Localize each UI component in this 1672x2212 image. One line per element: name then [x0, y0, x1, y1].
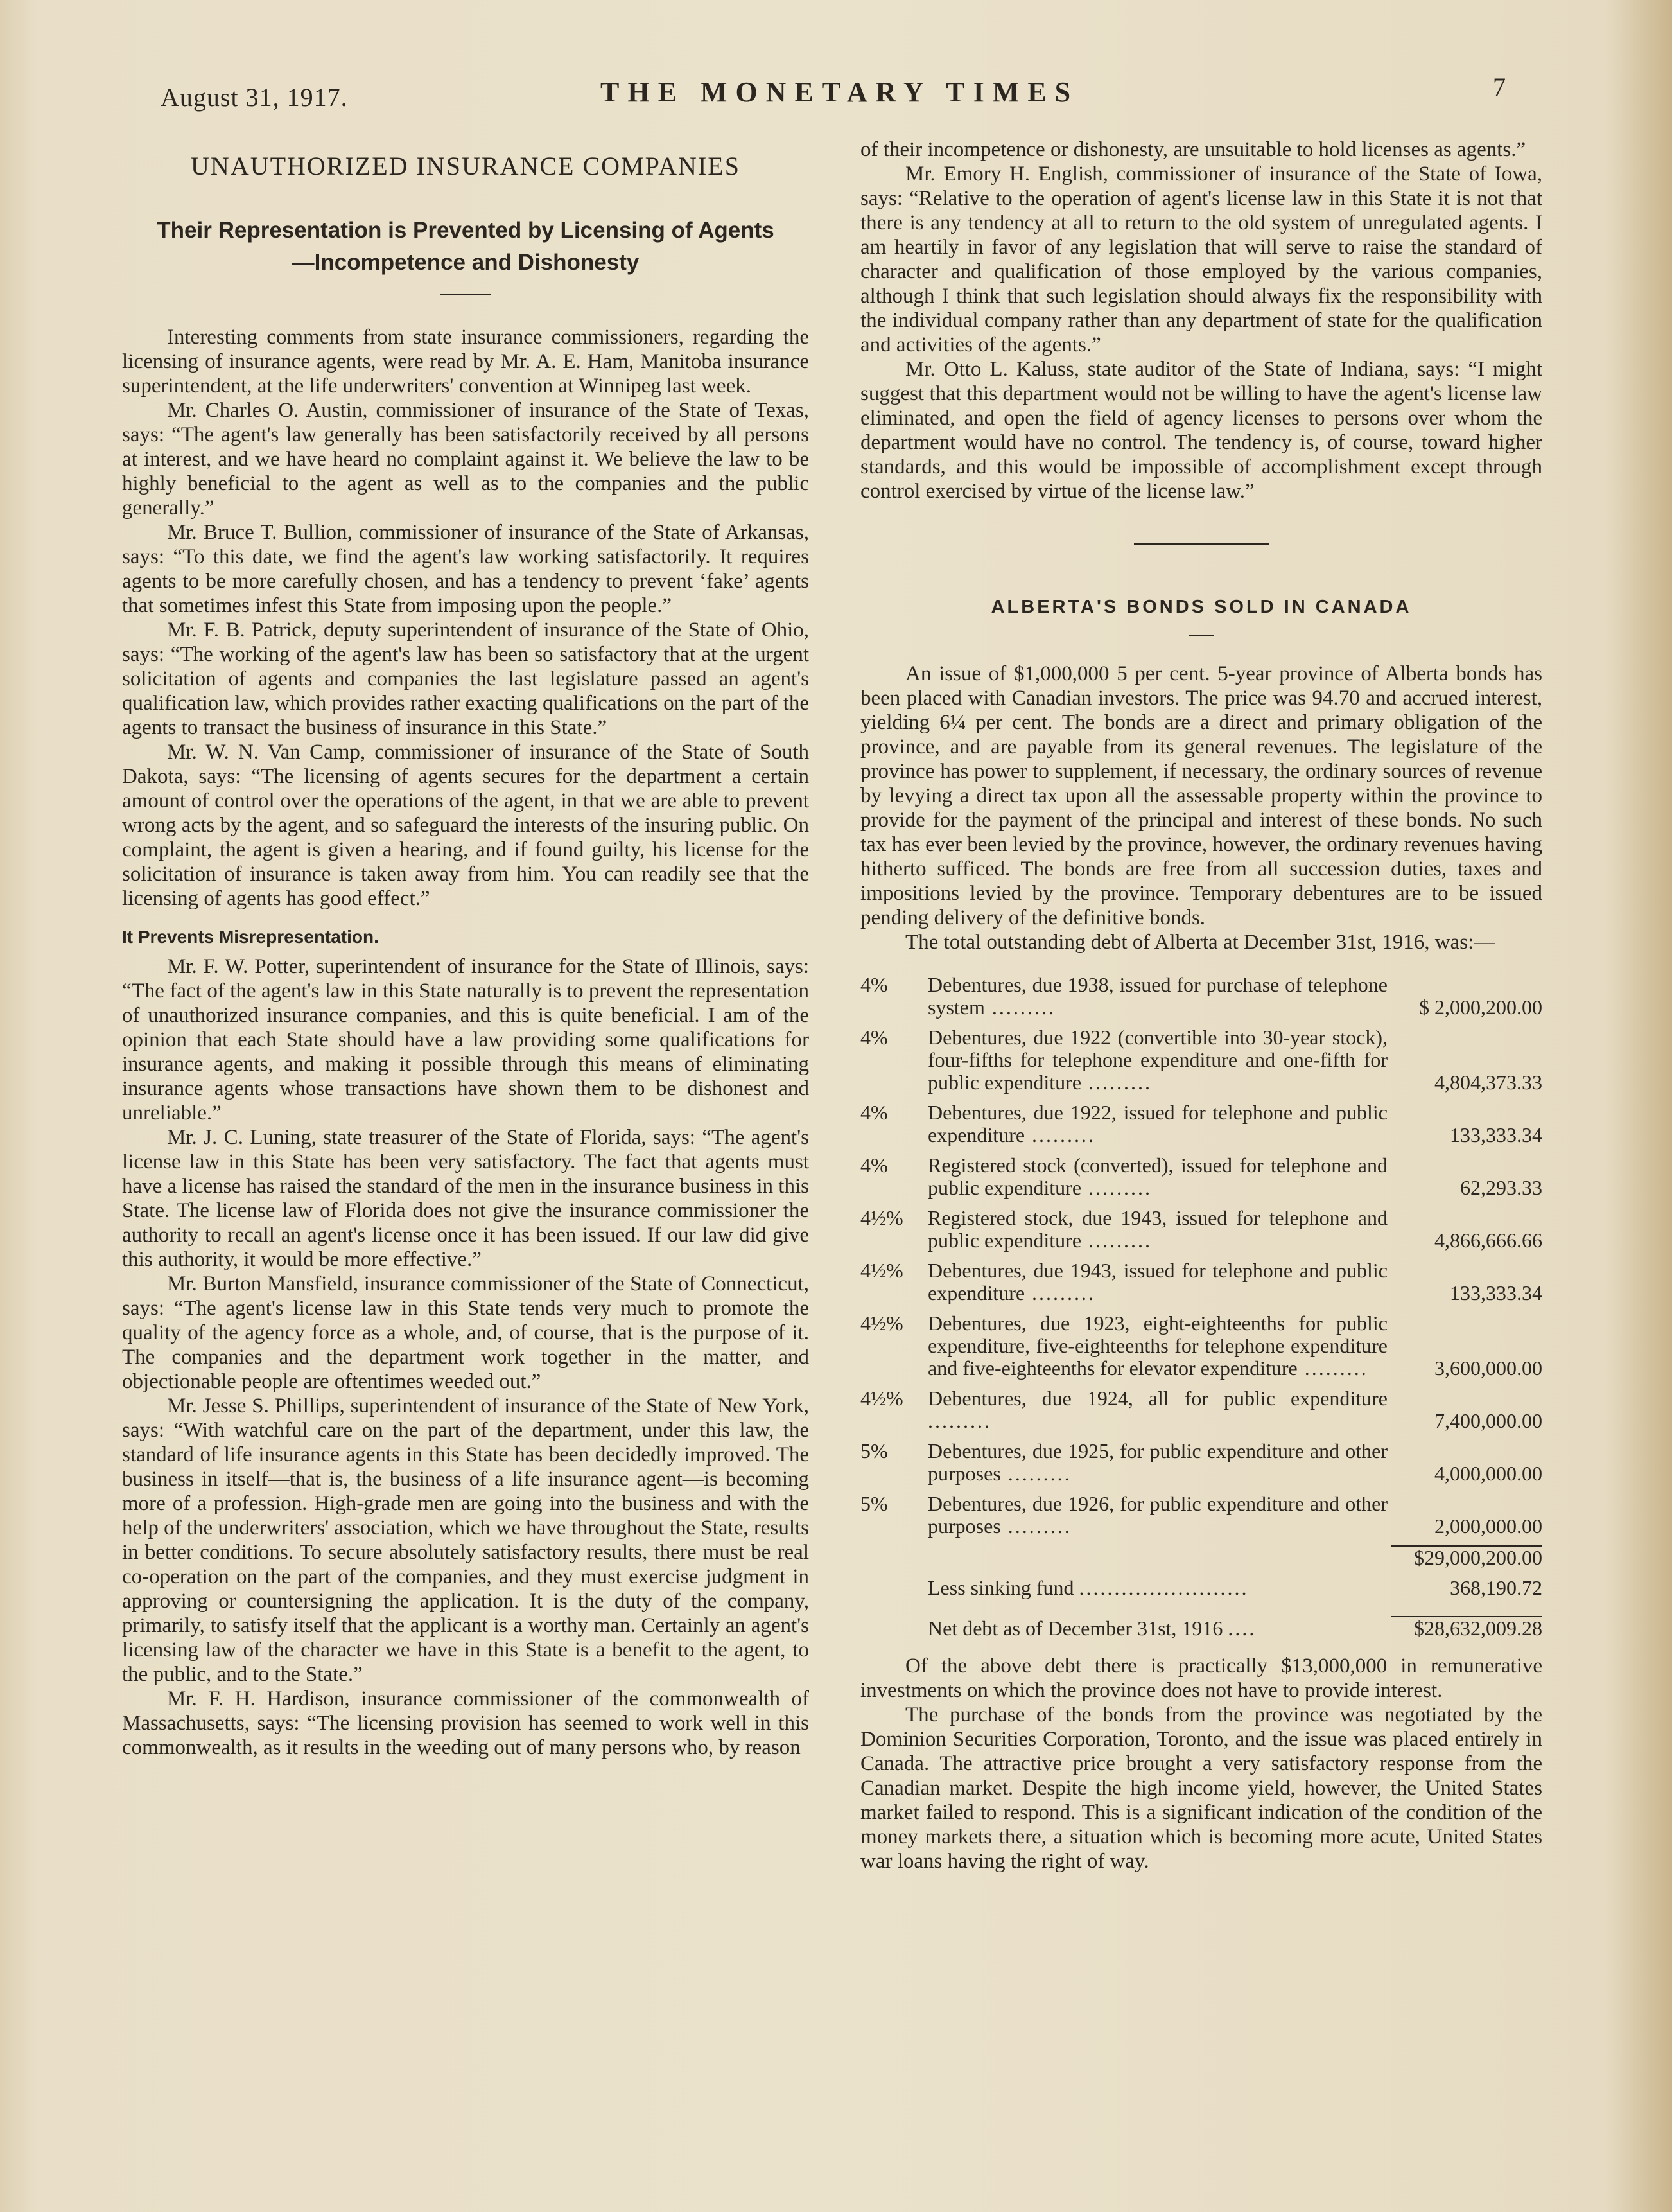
- debt-description-text: Debentures, due 1943, issued for telephone and public expenditure: [928, 1259, 1388, 1304]
- debt-row: [860, 1440, 1542, 1493]
- debt-rate: 4%: [860, 1101, 888, 1124]
- debt-rate: 5%: [860, 1492, 888, 1515]
- leader-dots: .........: [1000, 1462, 1072, 1485]
- debt-amount: 2,000,000.00: [1434, 1514, 1542, 1538]
- debt-rate: 4½%: [860, 1312, 903, 1335]
- debt-rate: 4%: [860, 973, 888, 996]
- sinking-fund-label: Less sinking fund: [928, 1576, 1074, 1599]
- paragraph: The total outstanding debt of Alberta at December 31st, 1916, was:—: [905, 931, 1495, 954]
- debt-rate: 4%: [860, 1154, 888, 1177]
- paragraph: Mr. W. N. Van Camp, commissioner of insurance of the State of South Dakota, says: “The licensing of agents secures for the department a certain amount of control over the operations of the agent, in that we are able to prevent wrong acts by the agent, and so safeguard the interests of the insuring public. On complaint, the agent is given a hearing, and if found guilty, his license for the solicitation of insurance is taken away from him. You can readily see that the licensing of agents has good effect.”: [122, 741, 809, 910]
- sinking-fund-row: Less sinking fund ........................ 368,190.72: [860, 1577, 1542, 1607]
- leader-dots: .........: [1081, 1176, 1153, 1199]
- debt-rate: 4½%: [860, 1206, 903, 1229]
- paragraph: Mr. Charles O. Austin, commissioner of insurance of the State of Texas, says: “The agent's law generally has been satisfactorily received by all persons at interest, and we have heard no complaint against it. We believe the law to be highly beneficial to the agent as well as to the companies and the public generally.”: [122, 399, 809, 520]
- section-heading: It Prevents Misrepresentation.: [122, 927, 379, 947]
- paragraph: Mr. F. W. Potter, superintendent of insurance for the State of Illinois, says: “The fact of the agent's law in this State naturally is to prevent the representation of unauthorized insurance companies, and this is quite beneficial. I am of the opinion that each State should have a law providing some qualifications for insurance agents, and making it possible through this means of eliminating insurance agents whose transactions have shown them to be dishonest and unreliable.”: [122, 955, 809, 1125]
- debt-amount: 62,293.33: [1460, 1176, 1542, 1199]
- gross-total-row: [860, 1545, 1542, 1577]
- paragraph-continued: of their incompetence or dishonesty, are unsuitable to hold licenses as agents.”: [860, 138, 1526, 161]
- debt-row: [860, 1387, 1542, 1440]
- debt-row: [860, 1154, 1542, 1207]
- debt-description: [928, 1260, 1391, 1312]
- paragraph: Mr. Jesse S. Phillips, superintendent of insurance of the State of New York, says: “With watchful care on the part of the department, under this law, the standard of life insurance agents in this State has been decidedly improved. The business in itself—that is, the business of a life insurance agent—is becoming more of a profession. High-grade men are going into the business and with the help of the underwriters' association, which we have throughout the State, results in better conditions. To secure absolutely satisfactory results, there must be real co-operation on the part of the companies, and they must exercise judgment in approving or countersigning the application. It is the duty of the company, primarily, to satisfy itself that the applicant is a worthy man. Certainly an agent's licensing law of the character we have in this State is a benefit to the agent, to the public, and to the State.”: [122, 1394, 809, 1686]
- leader-dots: .........: [1081, 1229, 1153, 1252]
- sinking-fund-amount: 368,190.72: [1450, 1576, 1542, 1599]
- gross-total: $29,000,200.00: [1391, 1545, 1542, 1569]
- masthead-title: THE MONETARY TIMES: [600, 76, 1079, 108]
- leader-dots: .........: [1081, 1071, 1153, 1094]
- article-title: ALBERTA'S BONDS SOLD IN CANADA: [991, 597, 1412, 617]
- paragraph: Mr. Otto L. Kaluss, state auditor of the State of Indiana, says: “I might suggest that this department would not be willing to have the agent's license law eliminated, and open the field of agency licenses to persons over whom the department would have no control. The tendency is, of course, toward higher standards, and this would be impossible of accomplishment except through control exercised by virtue of the license law.”: [860, 358, 1542, 503]
- debt-description-text: Registered stock, due 1943, issued for telephone and public expenditure: [928, 1206, 1388, 1252]
- paragraph: Mr. J. C. Luning, state treasurer of the State of Florida, says: “The agent's license law in this State has been very satisfactory. The fact that agents must have a license has raised the standard of the men in the insurance business in this State. The license law of Florida does not give the insurance commissioner the authority to recall an agent's license once it has been issued. If our law did give this authority, it would be more effective.”: [122, 1126, 809, 1271]
- leader-dots: .........: [984, 996, 1056, 1019]
- paragraph: Interesting comments from state insurance commissioners, regarding the licensing of insurance agents, were read by Mr. A. E. Ham, Manitoba insurance superintendent, at the life underwriters' convention at Winnipeg last week.: [122, 326, 809, 398]
- debt-description: [928, 1154, 1391, 1207]
- left-column: [122, 154, 809, 1760]
- debt-description-text: Debentures, due 1923, eight-eighteenths for public expenditure, five-eighteenths for telephone expenditure and five-eighteenths for elevator expenditure: [928, 1312, 1388, 1380]
- debt-description: [928, 1312, 1391, 1387]
- divider-rule: [440, 294, 491, 295]
- debt-amount: 4,000,000.00: [1434, 1462, 1542, 1485]
- debt-amount: 3,600,000.00: [1434, 1356, 1542, 1380]
- debt-description: [928, 1102, 1391, 1154]
- debt-description: [928, 974, 1391, 1026]
- debt-row: [860, 1026, 1542, 1102]
- leader-dots: .........: [1297, 1356, 1368, 1380]
- debt-rate: 5%: [860, 1439, 888, 1462]
- paragraph: Of the above debt there is practically $13,000,000 in remunerative investments on which the province does not have to provide interest.: [860, 1655, 1542, 1702]
- leader-dots: .........: [1000, 1514, 1072, 1538]
- article-subtitle-line1: Their Representation is Prevented by Licensing of Agents: [157, 218, 774, 243]
- debt-row: [860, 1207, 1542, 1260]
- net-debt-row: Net debt as of December 31st, 1916 .... $28,632,009.28: [928, 1617, 1542, 1640]
- debt-rate: 4½%: [860, 1259, 903, 1282]
- debt-description-text: Debentures, due 1938, issued for purchase of telephone system: [928, 973, 1388, 1019]
- debt-row: [860, 1260, 1542, 1312]
- leader-dots: .........: [928, 1409, 991, 1432]
- paragraph: Mr. F. H. Hardison, insurance commissioner of the commonwealth of Massachusetts, says: “The licensing provision has seemed to work well in this commonwealth, as it results in the weeding out of many persons who, by reason: [122, 1687, 809, 1759]
- header-date: August 31, 1917.: [161, 83, 348, 112]
- paragraph: Mr. Emory H. English, commissioner of insurance of the State of Iowa, says: “Relative to the operation of agent's license law in this State it is not that there is any tendency at all to return to the old system of unregulated agents. I am heartily in favor of any legislation that will serve to raise the standard of character and qualification of those employed by the various companies, although I think that such legislation should always fix the responsibility with the individual company rather than any department of state for the qualification and activities of the agents.”: [860, 162, 1542, 356]
- right-column: [860, 137, 1542, 1874]
- debt-amount: $ 2,000,200.00: [1419, 996, 1542, 1019]
- debt-row: [860, 1312, 1542, 1387]
- debt-amount: 7,400,000.00: [1434, 1409, 1542, 1432]
- debt-amount: 133,333.34: [1450, 1281, 1542, 1304]
- article-subtitle-line2: —Incompetence and Dishonesty: [292, 250, 640, 275]
- net-debt-amount: $28,632,009.28: [1391, 1616, 1542, 1640]
- paragraph: The purchase of the bonds from the province was negotiated by the Dominion Securities Corporation, Toronto, and the issue was placed entirely in Canada. The attractive price brought a very satisfactory response from the Canadian market. Despite the high income yield, however, the United States market failed to respond. This is a significant indication of the condition of the money markets there, a situation which is becoming more acute, United States war loans having the right of way.: [860, 1703, 1542, 1873]
- debt-row: [860, 1493, 1542, 1545]
- debt-row: [860, 1102, 1542, 1154]
- debt-description: [928, 1026, 1391, 1102]
- page-number: 7: [1493, 73, 1506, 101]
- paragraph: An issue of $1,000,000 5 per cent. 5-year province of Alberta bonds has been placed with Canadian investors. The price was 94.70 and accrued interest, yielding 6¼ per cent. The bonds are a direct and primary obligation of the province, and are payable from its general revenues. The legislature of the province has power to supplement, if necessary, the ordinary sources of revenue by levying a direct tax upon all the assessable property within the province to provide for the payment of the principal and interest of these bonds. No such tax has ever been levied by the province, however, the ordinary revenues having hitherto sufficed. The bonds are free from all succession duties, taxes and impositions levied by the province. Temporary debentures are to be issued pending delivery of the definitive bonds.: [860, 662, 1542, 929]
- leader-dots: .........: [1025, 1281, 1096, 1304]
- debt-row: [860, 974, 1542, 1026]
- debt-amount: 4,804,373.33: [1434, 1071, 1542, 1094]
- debt-rate: 4%: [860, 1026, 888, 1049]
- debt-description: [928, 1440, 1391, 1493]
- debt-description-text: Debentures, due 1922 (convertible into 30-year stock), four-fifths for telephone expenditure and one-fifth for public expenditure: [928, 1026, 1388, 1094]
- paragraph: Mr. Bruce T. Bullion, commissioner of insurance of the State of Arkansas, says: “To this date, we find the agent's law working satisfactorily. It requires agents to be more carefully chosen, and has a tendency to prevent ‘fake’ agents that sometimes infest this State from imposing upon the people.”: [122, 521, 809, 617]
- debt-description: [928, 1387, 1391, 1440]
- paragraph: Mr. F. B. Patrick, deputy superintendent of insurance of the State of Ohio, says: “The working of the agent's law has been so satisfactory that at the urgent solicitation of agents and companies the last legislature passed an agent's qualification law, which provides rather exacting qualifications on the part of the agents to transact the business of insurance in this State.”: [122, 619, 809, 739]
- debt-rate: 4½%: [860, 1387, 903, 1410]
- debt-amount: 4,866,666.66: [1434, 1229, 1542, 1252]
- divider-rule: [1134, 543, 1269, 545]
- debt-description-text: Registered stock (converted), issued for telephone and public expenditure: [928, 1154, 1388, 1199]
- debt-amount: 133,333.34: [1450, 1123, 1542, 1146]
- leader-dots: .........: [1025, 1123, 1096, 1146]
- paragraph: Mr. Burton Mansfield, insurance commissioner of the State of Connecticut, says: “The agent's license law in this State tends very much to promote the quality of the agency force as a whole, and, of course, that is the purpose of it. The companies and the department work together in the matter, and objectionable people are oftentimes weeded out.”: [122, 1272, 809, 1393]
- net-debt-label: Net debt as of December 31st, 1916: [928, 1617, 1223, 1640]
- article-title: UNAUTHORIZED INSURANCE COMPANIES: [191, 152, 740, 180]
- debt-description-text: Debentures, due 1924, all for public expenditure: [928, 1387, 1388, 1410]
- debt-description-text: Debentures, due 1925, for public expenditure and other purposes: [928, 1439, 1388, 1485]
- debt-description-text: Debentures, due 1926, for public expenditure and other purposes: [928, 1492, 1388, 1538]
- debt-description-text: Debentures, due 1922, issued for telephone and public expenditure: [928, 1101, 1388, 1146]
- debt-description: [928, 1493, 1391, 1545]
- divider-rule: [1189, 635, 1214, 636]
- debt-description: [928, 1207, 1391, 1260]
- debt-table: [860, 974, 1542, 1647]
